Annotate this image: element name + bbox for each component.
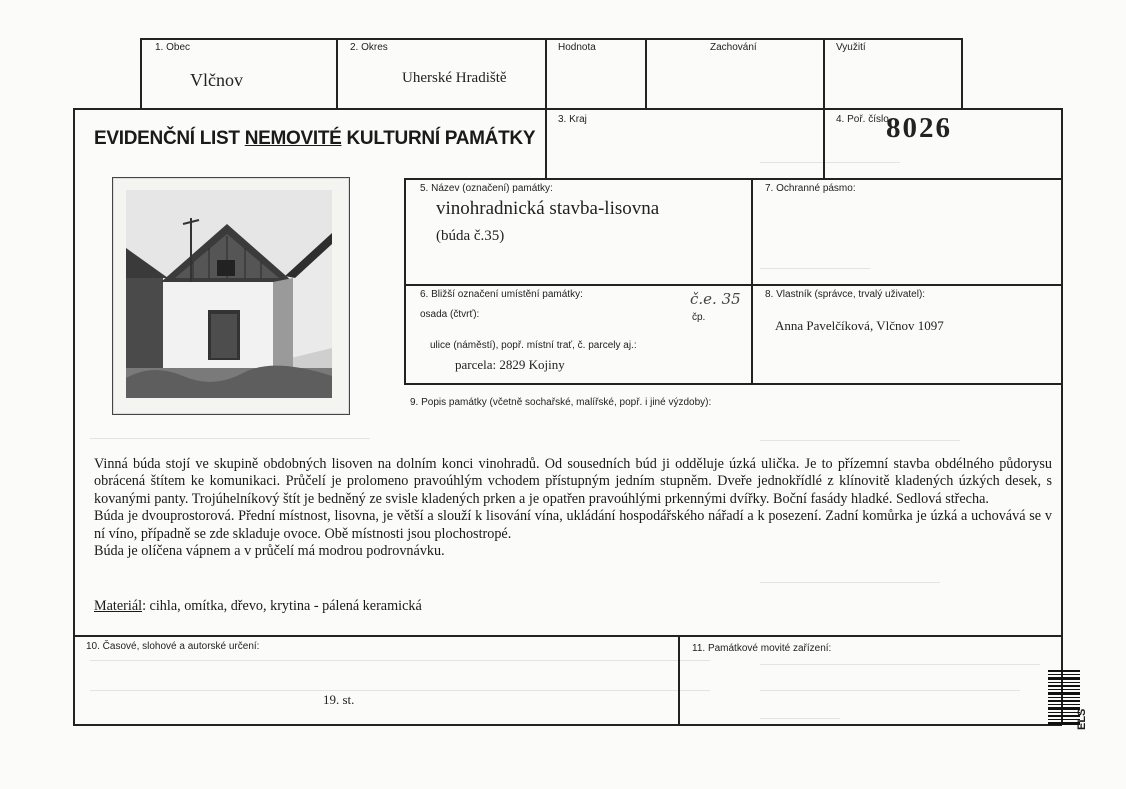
material-label: Materiál (94, 598, 143, 614)
nazev-subvalue: (búda č.35) (436, 228, 505, 244)
casove-value: 19. st. (323, 692, 355, 707)
form-title: EVIDENČNÍ LIST NEMOVITÉ KULTURNÍ PAMÁTKY (94, 128, 536, 149)
ulice-label: ulice (náměstí), popř. místní trať, č. parcely aj.: (430, 340, 637, 351)
umisteni-label: 6. Bližší označení umístění památky: (420, 289, 583, 300)
parcela-value: parcela: 2829 Kojiny (455, 357, 565, 372)
hodnota-label: Hodnota (558, 42, 596, 53)
cp-handwritten: č.e. 35 (690, 290, 741, 308)
monument-photo (112, 177, 350, 415)
osada-label: osada (čtvrť): (420, 309, 480, 320)
por-cislo-label: 4. Poř. číslo (836, 114, 889, 125)
vyuziti-label: Využití (836, 42, 866, 53)
movite-label: 11. Památkové movité zařízení: (692, 643, 832, 654)
zachovani-label: Zachování (710, 42, 757, 53)
casove-label: 10. Časové, slohové a autorské určení: (86, 641, 260, 652)
vlastnik-value: Anna Pavelčíková, Vlčnov 1097 (775, 318, 944, 333)
description-paragraph: Búda je dvouprostorová. Přední místnost, lisovna, je větší a slouží k lisování vína, ukládání hospodářského nářadí a k posezení. Zadní komůrka je úzká a uchovává se v ní víno, případně se zde skladuje ovoce. Obě místnosti jsou plochostropé. (94, 508, 1052, 542)
description-paragraph: Vinná búda stojí ve skupině obdobných lisoven na dolním konci vinohradů. Od sousedních búd ji odděluje úzká ulička. Je to přízemní stavba obdélného půdorysu obrácená štítem ke komunikaci. Průčelí je prolomeno pravoúhlým vchodem přístupným jedním stupněm. Dveře jednokřídlé z klínovitě kladených úzkých desek, s kovanými panty. Trojúhelníkový štít je bedněný ze svisle kladených prken a je opatřen pravoúhlými prkennými dvířky. Boční fasády hladké. Sedlová střecha. (94, 456, 1052, 507)
popis-label: 9. Popis památky (včetně sochařské, malířské, popř. i jiné výzdoby): (410, 397, 712, 408)
vlastnik-label: 8. Vlastník (správce, trvalý uživatel): (765, 289, 926, 300)
material (94, 598, 422, 615)
nazev-label: 5. Název (označení) památky: (420, 183, 553, 194)
kraj-label: 3. Kraj (558, 114, 587, 125)
description-paragraph: Búda je olíčena vápnem a v průčelí má modrou podrovnávku. (94, 543, 445, 560)
cp-label: čp. (692, 312, 706, 323)
description (94, 456, 1052, 560)
por-cislo-value: 8026 (886, 112, 952, 144)
obec-value: Vlčnov (190, 70, 243, 90)
okres-label: 2. Okres (350, 42, 388, 53)
nazev-value: vinohradnická stavba-lisovna (436, 198, 660, 219)
ochranne-pasmo-label: 7. Ochranné pásmo: (765, 183, 856, 194)
material-value: : cihla, omítka, dřevo, krytina - pálená keramická (142, 598, 422, 614)
barcode-text: ELS (1076, 708, 1088, 730)
okres-value: Uherské Hradiště (402, 70, 507, 86)
obec-label: 1. Obec (155, 42, 191, 53)
